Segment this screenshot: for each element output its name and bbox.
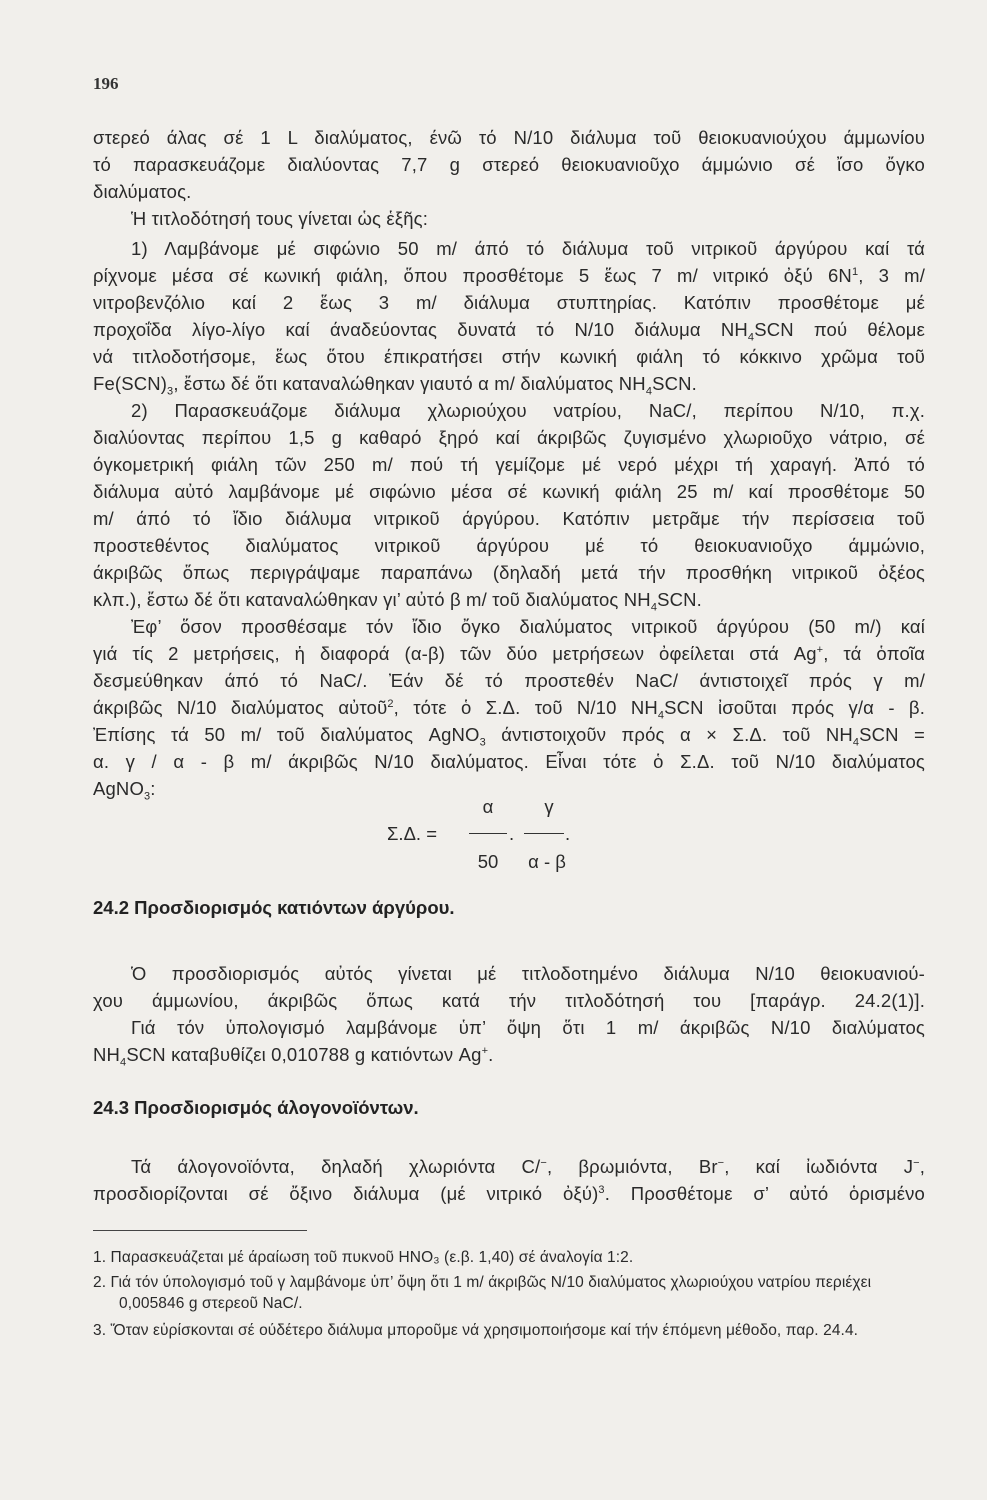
formula-denominator-1: 50 xyxy=(477,851,499,872)
formula-label: Σ.Δ. = xyxy=(387,823,438,844)
formula-denominator-2: α - β xyxy=(528,851,566,872)
paragraph-line: όγκομετρική φιάλη τῶν 250 m/ πού τή γεμίζομε μέ νερό μέχρι τή χαραγή. Ἀπό τό xyxy=(93,454,925,475)
paragraph-line: τό παρασκευάζομε διαλύοντας 7,7 g στερεό θειοκυανιοῦχο άμμώνιο σέ ἴσο ὄγκο xyxy=(93,154,925,175)
paragraph-line: Γιά τόν ὑπολογισμό λαμβάνομε ὑπ’ ὄψη ὅτι 1 m/ άκριβῶς Ν/10 διαλύματος xyxy=(131,1017,925,1038)
paragraph-line: στερεό άλας σέ 1 L διαλύματος, ένῶ τό Ν/10 διάλυμα τοῦ θειοκυανιούχου άμμωνίου xyxy=(93,127,925,148)
formula-end-dot: . xyxy=(565,823,571,844)
paragraph-line: νιτροβενζόλιο καί 2 ἕως 3 m/ διάλυμα στυπτηρίας. Κατόπιν προσθέτομε μέ xyxy=(93,292,925,313)
section-heading-24-3: 24.3 Προσδιορισμός άλογονοϊόντων. xyxy=(93,1097,419,1118)
paragraph-line: Ὁ προσδιορισμός αὐτός γίνεται μέ τιτλοδοτημένο διάλυμα Ν/10 θειοκυανιού- xyxy=(131,963,925,984)
footnote-separator xyxy=(93,1230,307,1231)
paragraph-line: Τά άλογονοϊόντα, δηλαδή χλωριόντα C/−, βρωμιόντα, Br−, καί ἰωδιόντα J−, xyxy=(131,1156,926,1177)
footnote-1: 1. Παρασκευάζεται μέ άραίωση τοῦ πυκνοῦ HNO₃ (ε.β. 1,40) σέ άναλογία 1:2. xyxy=(93,1249,634,1266)
paragraph-line: ρίχνομε μέσα σέ κωνική φιάλη, ὅπου προσθέτομε 5 ἕως 7 m/ νιτρικό ὀξύ $6N^1$, 3 m/ xyxy=(93,265,925,286)
paragraph-line: άκριβῶς ὅπως περιγράψαμε παραπάνω (δηλαδή μετά τήν προσθήκη νιτρικοῦ ὀξέος xyxy=(93,562,925,583)
paragraph-line: προσδιορίζονται σέ ὄξινο διάλυμα (μέ νιτρικό ὀξύ)$^3$. Προσθέτομε σ’ αὐτό ὁρισμένο xyxy=(93,1183,925,1204)
formula-numerator-1: α xyxy=(482,796,494,817)
paragraph-line: 1) Λαμβάνομε μέ σιφώνιο 50 m/ άπό τό διάλυμα τοῦ νιτρικοῦ άργύρου καί τά xyxy=(131,238,925,259)
paragraph-line: γιά τίς 2 μετρήσεις, ἡ διαφορά (α-β) τῶν δύο μετρήσεων ὀφείλεται στά Ag+, τά ὁποῖα xyxy=(93,643,925,664)
paragraph-line: Ἐπίσης τά 50 m/ τοῦ διαλύματος AgNO$_3$ άντιστοιχοῦν πρός α × Σ.Δ. τοῦ $NH_4SCN$ = xyxy=(93,724,925,749)
paragraph-line: 2) Παρασκευάζομε διάλυμα χλωριούχου νατρίου, NaC/, περίπου Ν/10, π.χ. xyxy=(131,400,925,421)
paragraph-line: νά τιτλοδοτήσομε, ἕως ὅτου έπικρατήσει στήν κωνική φιάλη τό κόκκινο χρῶμα τοῦ xyxy=(93,346,925,367)
paragraph-line: διάλυμα αὐτό λαμβάνομε μέ σιφώνιο μέσα σέ κωνική φιάλη 25 m/ καί προσθέτομε 50 xyxy=(93,481,925,502)
paragraph-line: προστεθέντος διαλύματος νιτρικοῦ άργύρου μέ τό θειοκυανιοῦχο άμμώνιο, xyxy=(93,535,925,556)
formula-numerator-2: γ xyxy=(544,796,554,817)
formula-fraction-bar-1 xyxy=(469,833,507,834)
footnote-3: 3. Ὅταν εὑρίσκονται σέ ούδέτερο διάλυμα μποροῦμε νά χρησιμοποιήσομε καί τήν έπόμενη μέθοδο, παρ. 24.4. xyxy=(93,1322,859,1339)
paragraph-line: διαλύματος. xyxy=(93,181,192,202)
paragraph-line: κλπ.), ἔστω δέ ὅτι καταναλώθηκαν γι’ αὐτό β m/ τοῦ διαλύματος $NH_4SCN$. xyxy=(93,589,702,614)
paragraph-line: χου άμμωνίου, άκριβῶς ὅπως κατά τήν τιτλοδότησή του [παράγρ. 24.2(1)]. xyxy=(93,990,925,1011)
footnote-2: 2. Γιά τόν ύπολογισμό τοῦ γ λαμβάνομε ὑπ’ ὄψη ὅτι 1 m/ άκριβῶς Ν/10 διαλύματος χλωριούχου νατρίου περιέχει 0,005846 g στερεοῦ NaC/. xyxy=(93,1274,872,1312)
page-number: 196 xyxy=(93,74,119,93)
paragraph-line: AgNO$_3$: xyxy=(93,778,156,803)
formula-separator: . xyxy=(509,823,515,844)
paragraph-line: Ἡ τιτλοδότησή τους γίνεται ὡς ἑξῆς: xyxy=(131,208,429,229)
paragraph-line: $NH_4SCN$ καταβυθίζει 0,010788 g κατιόντων Ag+. xyxy=(93,1044,494,1069)
paragraph-line: διαλύοντας περίπου 1,5 g καθαρό ξηρό καί άκριβῶς ζυγισμένο χλωριοῦχο νάτριο, σέ xyxy=(93,427,925,448)
section-heading-24-2: 24.2 Προσδιορισμός κατιόντων άργύρου. xyxy=(93,897,455,918)
paragraph-line: δεσμεύθηκαν άπό τό NaC/. Ἐάν δέ τό προστεθέν NaC/ άντιστοιχεῖ πρός γ m/ xyxy=(93,670,925,691)
paragraph-line: προχοΐδα λίγο-λίγο καί άναδεύοντας δυνατά τό Ν/10 διάλυμα $NH_4SCN$ πού θέλομε xyxy=(93,319,925,344)
formula-fraction-bar-2 xyxy=(524,833,564,834)
paragraph-line: α. γ / α - β m/ άκριβῶς Ν/10 διαλύματος. Εἶναι τότε ὁ Σ.Δ. τοῦ Ν/10 διαλύματος xyxy=(93,751,925,772)
paragraph-line: m/ άπό τό ἴδιο διάλυμα νιτρικοῦ άργύρου. Κατόπιν μετρᾶμε τήν περίσσεια τοῦ xyxy=(93,508,925,529)
paragraph-line: $Fe(SCN)_3$, ἔστω δέ ὅτι καταναλώθηκαν γιαυτό α m/ διαλύματος $NH_4SCN$. xyxy=(93,373,697,398)
paragraph-line: άκριβῶς Ν/10 διαλύματος αὐτοῦ$^2$, τότε ὁ Σ.Δ. τοῦ Ν/10 $NH_4SCN$ ἰσοῦται πρός γ/α - β. xyxy=(93,697,926,722)
paragraph-line: Ἐφ’ ὅσον προσθέσαμε τόν ἴδιο ὄγκο διαλύματος νιτρικοῦ άργύρου (50 m/) καί xyxy=(131,616,925,637)
